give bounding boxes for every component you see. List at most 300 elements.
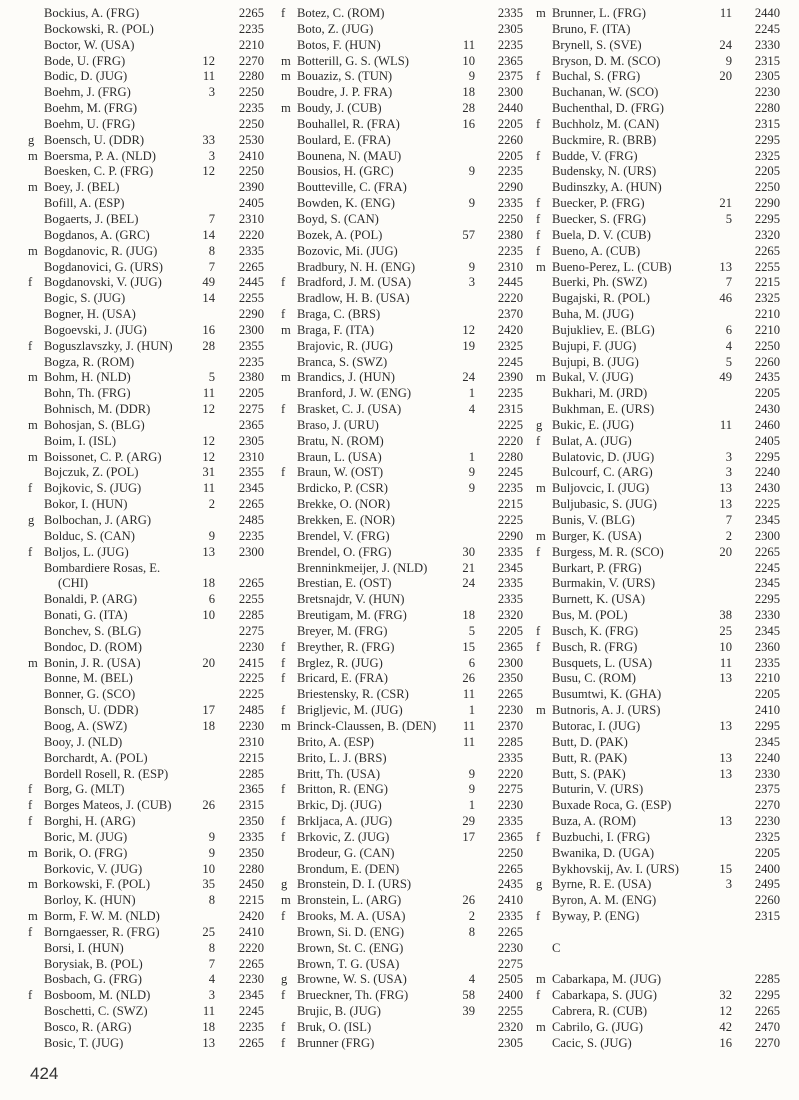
- player-name: Boim, I. (ISL): [44, 433, 117, 448]
- player-entry: [281, 624, 525, 640]
- player-name: Bogdanos, A. (GRC): [44, 227, 150, 242]
- games-count: 1: [468, 386, 475, 401]
- player-name: Brown, T. G. (USA): [297, 956, 400, 971]
- player-name: Bonner, G. (SCO): [44, 687, 136, 702]
- player-name: Bulat, A. (JUG): [552, 433, 632, 448]
- player-entry: [28, 54, 268, 70]
- games-count: 3: [725, 465, 732, 480]
- player-name: Borik, O. (FRG): [44, 845, 128, 860]
- games-count: 9: [468, 481, 475, 496]
- player-entry: [28, 877, 268, 893]
- player-entry: [536, 656, 781, 672]
- player-name: Bosbach, G. (FRG): [44, 972, 142, 987]
- player-entry: [28, 164, 268, 180]
- elo-rating: 2280: [238, 861, 264, 876]
- player-entry: [28, 386, 268, 402]
- player-name: Burkart, P. (FRG): [552, 560, 642, 575]
- games-count: 7: [725, 513, 732, 527]
- spacer: [536, 957, 781, 973]
- elo-rating: 2440: [497, 101, 523, 116]
- elo-rating: 2205: [497, 623, 523, 638]
- player-entry: [281, 957, 525, 973]
- player-name: Bradbury, N. H. (ENG): [297, 259, 416, 274]
- player-name: Bonati, G. (ITA): [44, 608, 128, 623]
- title-code: m: [28, 180, 38, 195]
- player-entry: [28, 624, 268, 640]
- games-count: 13: [719, 814, 732, 829]
- player-entry: [281, 323, 525, 339]
- title-code: m: [281, 322, 291, 337]
- elo-rating: 2250: [238, 164, 264, 179]
- player-entry: [281, 703, 525, 719]
- player-name: Bosic, T. (JUG): [44, 1035, 124, 1050]
- elo-rating: 2370: [497, 307, 523, 322]
- player-entry: [28, 513, 268, 529]
- player-entry: [536, 434, 781, 450]
- player-federation: (CHI): [58, 576, 89, 591]
- elo-rating: 2375: [754, 782, 780, 797]
- elo-rating: 2380: [497, 227, 523, 242]
- elo-rating: 2260: [497, 132, 523, 147]
- elo-rating: 2265: [497, 687, 523, 702]
- player-name: Breutigam, M. (FRG): [297, 608, 407, 623]
- player-entry: [536, 862, 781, 878]
- games-count: 4: [725, 338, 732, 353]
- elo-rating: 2265: [238, 259, 264, 274]
- elo-rating: 2220: [238, 940, 264, 955]
- player-entry: [281, 418, 525, 434]
- games-count: 49: [202, 275, 215, 290]
- elo-rating: 2305: [497, 1035, 523, 1050]
- title-code: f: [536, 148, 541, 163]
- games-count: 6: [725, 322, 732, 337]
- player-name: Bombardiere Rosas, E.: [44, 560, 161, 575]
- player-name: Boensch, U. (DDR): [44, 132, 145, 147]
- elo-rating: 2210: [754, 322, 780, 337]
- player-entry: [536, 307, 781, 323]
- player-entry: [536, 814, 781, 830]
- player-entry: [536, 782, 781, 798]
- elo-rating: 2280: [497, 449, 523, 464]
- player-entry: [536, 893, 781, 909]
- elo-rating: 2290: [754, 196, 780, 211]
- games-count: 24: [462, 370, 475, 385]
- player-name: Britton, R. (ENG): [297, 782, 388, 797]
- title-code: f: [281, 655, 286, 670]
- games-count: 32: [719, 988, 732, 1003]
- elo-rating: 2285: [497, 734, 523, 749]
- player-name: Brekken, E. (NOR): [297, 513, 395, 527]
- player-entry: [28, 180, 268, 196]
- player-name: Bueno-Perez, L. (CUB): [552, 259, 672, 274]
- player-name: Boehm, J. (FRG): [44, 85, 131, 100]
- player-name: Boric, M. (JUG): [44, 829, 128, 844]
- elo-rating: 2285: [754, 972, 780, 987]
- elo-rating: 2370: [497, 718, 523, 733]
- elo-rating: 2325: [497, 338, 523, 353]
- games-count: 9: [468, 69, 475, 84]
- player-entry: [281, 275, 525, 291]
- elo-rating: 2215: [238, 893, 264, 908]
- title-code: f: [281, 1035, 286, 1050]
- title-code: m: [28, 449, 38, 464]
- player-entry: [281, 69, 525, 85]
- player-name: Bogdanovic, R. (JUG): [44, 243, 158, 258]
- elo-rating: 2290: [497, 180, 523, 195]
- player-name: Bykhovskij, Av. I. (URS): [552, 861, 679, 876]
- title-code: m: [28, 845, 38, 860]
- player-entry: [281, 291, 525, 307]
- player-name: Bugajski, R. (POL): [552, 291, 650, 306]
- player-name: Borysiak, B. (POL): [44, 956, 143, 971]
- player-name: Bosco, R. (ARG): [44, 1020, 132, 1034]
- games-count: 15: [719, 861, 732, 876]
- elo-rating: 2245: [497, 465, 523, 480]
- player-entry: [536, 497, 781, 513]
- player-entry: [536, 988, 781, 1004]
- elo-rating: 2365: [497, 53, 523, 68]
- elo-rating: 2410: [238, 924, 264, 939]
- player-entry: [281, 38, 525, 54]
- elo-rating: 2350: [497, 671, 523, 686]
- player-entry: [536, 196, 781, 212]
- player-entry: [281, 1020, 525, 1036]
- player-entry: [536, 6, 781, 22]
- page-number: 424: [30, 1064, 59, 1083]
- player-name: Boguszlavszky, J. (HUN): [44, 338, 173, 353]
- elo-rating: 2295: [754, 132, 780, 147]
- elo-rating: 2415: [238, 655, 264, 670]
- title-code: m: [281, 53, 291, 68]
- title-code: m: [536, 6, 546, 20]
- player-entry: [536, 703, 781, 719]
- player-entry: [281, 640, 525, 656]
- player-name: Butnoris, A. J. (URS): [552, 703, 661, 718]
- player-name: Botos, F. (HUN): [297, 37, 381, 52]
- elo-rating: 2355: [238, 465, 264, 480]
- player-name: Butt, S. (PAK): [552, 766, 626, 781]
- player-name: Busumtwi, K. (GHA): [552, 687, 662, 702]
- elo-rating: 2230: [238, 718, 264, 733]
- player-name: Bouhallel, R. (FRA): [297, 116, 400, 131]
- player-name: Brkljaca, A. (JUG): [297, 814, 393, 829]
- player-entry: [28, 687, 268, 703]
- player-name: Cabrilo, G. (JUG): [552, 1020, 643, 1034]
- player-name: Borg, G. (MLT): [44, 782, 125, 797]
- title-code: m: [28, 909, 38, 924]
- title-code: m: [536, 703, 546, 718]
- games-count: 20: [719, 544, 732, 559]
- player-entry: [281, 133, 525, 149]
- elo-rating: 2445: [238, 275, 264, 290]
- player-entry: [28, 830, 268, 846]
- elo-rating: 2315: [754, 909, 780, 924]
- player-name: Botterill, G. S. (WLS): [297, 53, 409, 68]
- elo-rating: 2365: [238, 782, 264, 797]
- elo-rating: 2295: [754, 988, 780, 1003]
- elo-rating: 2205: [497, 116, 523, 131]
- spacer: [536, 925, 781, 941]
- elo-rating: 2250: [238, 85, 264, 100]
- games-count: 18: [462, 85, 475, 100]
- title-code: m: [28, 243, 38, 258]
- title-code: f: [281, 782, 286, 797]
- index-column-3: [536, 6, 781, 1052]
- games-count: 25: [202, 924, 215, 939]
- elo-rating: 2365: [497, 829, 523, 844]
- player-entry: [536, 164, 781, 180]
- elo-rating: 2410: [754, 703, 780, 718]
- games-count: 20: [719, 69, 732, 84]
- player-name: Bogic, S. (JUG): [44, 291, 126, 306]
- player-entry: [281, 877, 525, 893]
- player-entry: [281, 6, 525, 22]
- title-code: f: [536, 623, 541, 638]
- elo-rating: 2440: [754, 6, 780, 20]
- elo-rating: 2435: [754, 370, 780, 385]
- title-code: f: [536, 211, 541, 226]
- elo-rating: 2315: [754, 53, 780, 68]
- player-name: Brkovic, Z. (JUG): [297, 829, 390, 844]
- elo-rating: 2225: [754, 497, 780, 512]
- player-entry: [281, 85, 525, 101]
- player-entry: [28, 893, 268, 909]
- player-entry: [28, 228, 268, 244]
- elo-rating: 2445: [497, 275, 523, 290]
- player-entry: [28, 38, 268, 54]
- games-count: 28: [462, 101, 475, 116]
- player-name: Bujupi, F. (JUG): [552, 338, 637, 353]
- elo-rating: 2315: [754, 116, 780, 131]
- title-code: m: [536, 259, 546, 274]
- elo-rating: 2335: [238, 829, 264, 844]
- title-code: m: [281, 69, 291, 84]
- player-name: Brown, Si. D. (ENG): [297, 924, 405, 939]
- player-name: Burger, K. (USA): [552, 528, 642, 543]
- elo-rating: 2235: [497, 481, 523, 496]
- player-entry: [281, 260, 525, 276]
- elo-rating: 2265: [754, 1004, 780, 1019]
- player-entry: [536, 355, 781, 371]
- player-name: Bordell Rosell, R. (ESP): [44, 766, 169, 781]
- player-entry: [28, 846, 268, 862]
- elo-rating: 2310: [497, 259, 523, 274]
- elo-rating: 2275: [497, 782, 523, 797]
- player-name: Brooks, M. A. (USA): [297, 909, 406, 924]
- player-name: Brunner (FRG): [297, 1035, 375, 1050]
- player-entry: [536, 69, 781, 85]
- games-count: 16: [202, 322, 215, 337]
- games-count: 9: [468, 782, 475, 797]
- player-entry: [281, 909, 525, 925]
- games-count: 11: [462, 37, 475, 52]
- player-entry: [281, 355, 525, 371]
- player-name: Bunis, V. (BLG): [552, 513, 635, 527]
- player-entry: [536, 339, 781, 355]
- player-name: Bratu, N. (ROM): [297, 433, 384, 448]
- player-name: Britt, Th. (USA): [297, 766, 381, 781]
- player-name: Bonchev, S. (BLG): [44, 623, 142, 638]
- player-entry: [28, 608, 268, 624]
- player-name: Bode, U. (FRG): [44, 53, 126, 68]
- elo-rating: 2250: [754, 180, 780, 195]
- player-name: Buchanan, W. (SCO): [552, 85, 659, 100]
- elo-rating: 2215: [754, 275, 780, 290]
- elo-rating: 2435: [497, 877, 523, 892]
- player-entry: [536, 22, 781, 38]
- title-code: m: [281, 101, 291, 116]
- player-name: Boyd, S. (CAN): [297, 211, 379, 226]
- player-entry: [281, 481, 525, 497]
- player-name: Bolbochan, J. (ARG): [44, 513, 152, 527]
- player-name: Buecker, P. (FRG): [552, 196, 645, 211]
- elo-rating: 2375: [497, 69, 523, 84]
- player-name: Brendel, O. (FRG): [297, 544, 392, 559]
- games-count: 18: [202, 718, 215, 733]
- player-entry-continuation: [28, 576, 268, 592]
- player-entry: [28, 782, 268, 798]
- elo-rating: 2305: [497, 21, 523, 36]
- games-count: 11: [719, 655, 732, 670]
- games-count: 9: [208, 528, 215, 543]
- elo-rating: 2310: [238, 211, 264, 226]
- player-name: Bryson, D. M. (SCO): [552, 53, 661, 68]
- player-name: Brueckner, Th. (FRG): [297, 988, 409, 1003]
- elo-rating: 2405: [754, 433, 780, 448]
- elo-rating: 2300: [238, 544, 264, 559]
- player-entry: [536, 323, 781, 339]
- games-count: 30: [462, 544, 475, 559]
- title-code: f: [28, 924, 33, 939]
- elo-rating: 2280: [754, 101, 780, 116]
- elo-rating: 2235: [497, 164, 523, 179]
- elo-rating: 2420: [238, 909, 264, 924]
- elo-rating: 2350: [238, 845, 264, 860]
- elo-rating: 2205: [238, 386, 264, 401]
- elo-rating: 2245: [754, 560, 780, 575]
- player-entry: [28, 1036, 268, 1052]
- games-count: 9: [468, 465, 475, 480]
- elo-rating: 2265: [238, 6, 264, 20]
- player-name: Byrne, R. E. (USA): [552, 877, 652, 892]
- title-code: f: [536, 544, 541, 559]
- elo-rating: 2400: [497, 988, 523, 1003]
- title-code: f: [536, 116, 541, 131]
- title-code: f: [28, 782, 33, 797]
- games-count: 35: [202, 877, 215, 892]
- elo-rating: 2245: [497, 354, 523, 369]
- player-name: Brito, L. J. (BRS): [297, 750, 387, 765]
- elo-rating: 2325: [754, 291, 780, 306]
- player-name: Bogaerts, J. (BEL): [44, 211, 139, 226]
- player-entry: [536, 561, 781, 577]
- player-entry: [281, 497, 525, 513]
- player-name: Bockowski, R. (POL): [44, 21, 154, 36]
- title-code: m: [28, 655, 38, 670]
- title-code: f: [28, 481, 33, 496]
- player-name: Bondoc, D. (ROM): [44, 639, 142, 654]
- player-name: Bonne, M. (BEL): [44, 671, 133, 686]
- player-entry: [281, 576, 525, 592]
- player-entry: [281, 101, 525, 117]
- title-code: f: [536, 433, 541, 448]
- player-name: Buljovcic, I. (JUG): [552, 481, 650, 496]
- player-name: Boissonet, C. P. (ARG): [44, 449, 162, 464]
- elo-rating: 2295: [754, 211, 780, 226]
- player-name: Briestensky, R. (CSR): [297, 687, 409, 702]
- elo-rating: 2485: [238, 513, 264, 527]
- elo-rating: 2305: [238, 433, 264, 448]
- games-count: 3: [725, 449, 732, 464]
- elo-rating: 2235: [238, 21, 264, 36]
- elo-rating: 2330: [754, 766, 780, 781]
- player-entry: [536, 275, 781, 291]
- player-entry: [281, 671, 525, 687]
- player-name: Branca, S. (SWZ): [297, 354, 388, 369]
- elo-rating: 2320: [497, 1020, 523, 1034]
- player-entry: [536, 751, 781, 767]
- player-name: Brito, A. (ESP): [297, 734, 374, 749]
- player-name: Bretsnajdr, V. (HUN): [297, 592, 405, 607]
- elo-rating: 2225: [238, 687, 264, 702]
- title-code: f: [28, 544, 33, 559]
- player-name: Butt, D. (PAK): [552, 734, 628, 749]
- player-name: Bohm, H. (NLD): [44, 370, 131, 385]
- title-code: m: [28, 148, 38, 163]
- games-count: 8: [468, 924, 475, 939]
- player-name: Bronstein, D. I. (URS): [297, 877, 412, 892]
- player-name: Buljubasic, S. (JUG): [552, 497, 657, 512]
- player-entry: [28, 291, 268, 307]
- title-code: m: [536, 972, 546, 987]
- player-entry: [536, 592, 781, 608]
- title-code: f: [28, 798, 33, 813]
- player-entry: [28, 640, 268, 656]
- games-count: 1: [468, 798, 475, 813]
- title-code: m: [28, 417, 38, 432]
- player-name: Brenninkmeijer, J. (NLD): [297, 560, 428, 575]
- elo-rating: 2225: [497, 513, 523, 527]
- player-entry: [281, 529, 525, 545]
- games-count: 17: [202, 703, 215, 718]
- player-entry: [28, 561, 268, 577]
- player-entry: [28, 862, 268, 878]
- player-entry: [28, 529, 268, 545]
- title-code: m: [536, 528, 546, 543]
- player-name: Butorac, I. (JUG): [552, 718, 641, 733]
- elo-rating: 2225: [238, 671, 264, 686]
- player-entry: [536, 85, 781, 101]
- games-count: 11: [719, 6, 732, 20]
- player-name: Brondum, E. (DEN): [297, 861, 400, 876]
- elo-rating: 2285: [238, 766, 264, 781]
- elo-rating: 2235: [238, 1020, 264, 1034]
- elo-rating: 2325: [754, 829, 780, 844]
- player-entry: [281, 513, 525, 529]
- player-name: Brujic, B. (JUG): [297, 1004, 381, 1019]
- player-name: Bulcourf, C. (ARG): [552, 465, 653, 480]
- player-name: Boesken, C. P. (FRG): [44, 164, 154, 179]
- player-name: Butt, R. (PAK): [552, 750, 628, 765]
- elo-rating: 2265: [238, 1035, 264, 1050]
- player-entry: [281, 735, 525, 751]
- player-name: Cabarkapa, S. (JUG): [552, 988, 657, 1003]
- games-count: 12: [202, 433, 215, 448]
- elo-rating: 2225: [497, 417, 523, 432]
- games-count: 28: [202, 338, 215, 353]
- player-name: Buchenthal, D. (FRG): [552, 101, 664, 116]
- player-entry: [281, 196, 525, 212]
